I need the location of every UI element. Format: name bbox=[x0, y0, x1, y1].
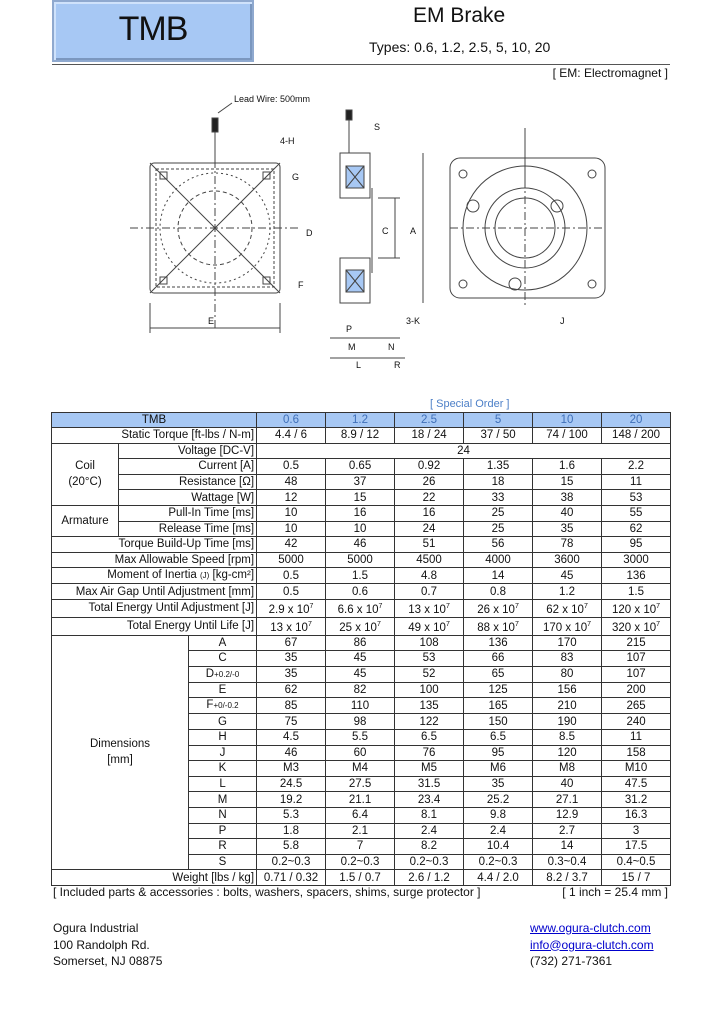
special-order-note: [ Special Order ] bbox=[430, 398, 510, 410]
table-row: F+0/-0.2 85 110 135 165 210 265 bbox=[52, 698, 671, 714]
table-row: S 0.2~0.3 0.2~0.3 0.2~0.3 0.2~0.3 0.3~0.4 0.4~0.5 bbox=[52, 854, 671, 870]
table-row: H 4.5 5.5 6.5 6.5 8.5 11 bbox=[52, 729, 671, 745]
svg-text:N: N bbox=[388, 342, 395, 352]
dimension-label: S bbox=[189, 854, 257, 870]
table-row: Release Time [ms] 10 10 24 25 35 62 bbox=[52, 521, 671, 537]
svg-text:P: P bbox=[346, 324, 353, 334]
logo-text: TMB bbox=[118, 10, 188, 48]
dimension-label: K bbox=[189, 761, 257, 777]
dimension-label: E bbox=[189, 682, 257, 698]
website-link[interactable]: www.ogura-clutch.com bbox=[530, 921, 651, 935]
dimension-label: J bbox=[189, 745, 257, 761]
company-address bbox=[53, 920, 162, 970]
svg-text:J: J bbox=[560, 316, 565, 326]
table-row: D+0.2/-0 35 45 52 65 80 107 bbox=[52, 666, 671, 682]
model-20: 20 bbox=[602, 413, 671, 428]
dimension-label: D+0.2/-0 bbox=[189, 666, 257, 682]
street: 100 Randolph Rd. bbox=[53, 937, 150, 952]
dimensions-body bbox=[52, 635, 671, 870]
table-row: G 75 98 122 150 190 240 bbox=[52, 714, 671, 730]
table-row: K M3 M4 M5 M6 M8 M10 bbox=[52, 761, 671, 777]
dimension-label: C bbox=[189, 651, 257, 667]
coil-group: Coil (20°C) bbox=[52, 443, 119, 505]
dimension-label: G bbox=[189, 714, 257, 730]
table-row: Torque Build-Up Time [ms] 42 46 51 56 78 95 bbox=[52, 537, 671, 553]
company-name: Ogura Industrial bbox=[53, 921, 139, 935]
svg-text:G: G bbox=[292, 172, 300, 182]
model-10: 10 bbox=[533, 413, 602, 428]
table-row: Weight [lbs / kg] 0.71 / 0.32 1.5 / 0.7 2.6 / 1.2 4.4 / 2.0 8.2 / 3.7 15 / 7 bbox=[52, 870, 671, 886]
table-row: L 24.5 27.5 31.5 35 40 47.5 bbox=[52, 776, 671, 792]
svg-text:R: R bbox=[394, 360, 401, 370]
svg-text:D: D bbox=[306, 228, 313, 238]
dimension-label: P bbox=[189, 823, 257, 839]
table-row: Current [A] 0.5 0.65 0.92 1.35 1.6 2.2 bbox=[52, 459, 671, 475]
table-row: Max Allowable Speed [rpm] 5000 5000 4500 4000 3600 3000 bbox=[52, 552, 671, 568]
table-row: Wattage [W] 12 15 22 33 38 53 bbox=[52, 490, 671, 506]
model-5: 5 bbox=[464, 413, 533, 428]
table-row: Static Torque [ft-lbs / N-m] 4.4 / 6 8.9 / 12 18 / 24 37 / 50 74 / 100 148 / 200 bbox=[52, 428, 671, 444]
table-row: M 19.2 21.1 23.4 25.2 27.1 31.2 bbox=[52, 792, 671, 808]
table-row: C 35 45 53 66 83 107 bbox=[52, 651, 671, 667]
dimension-label: A bbox=[189, 635, 257, 651]
dimension-label: R bbox=[189, 839, 257, 855]
dimensions-group: Dimensions [mm] bbox=[52, 635, 189, 870]
svg-text:3-K: 3-K bbox=[406, 316, 421, 326]
table-row: Coil (20°C) Voltage [DC-V] 24 bbox=[52, 443, 671, 459]
svg-text:C: C bbox=[382, 226, 389, 236]
header-label: TMB bbox=[52, 413, 257, 428]
table-row: Max Air Gap Until Adjustment [mm] 0.5 0.6 0.7 0.8 1.2 1.5 bbox=[52, 584, 671, 600]
armature-group: Armature bbox=[52, 505, 119, 536]
table-header-row bbox=[52, 413, 671, 428]
table-row: Moment of Inertia (J) [kg-cm²] 0.5 1.5 4.8 14 45 136 bbox=[52, 568, 671, 584]
model-1-2: 1.2 bbox=[326, 413, 395, 428]
lead-wire-label: Lead Wire: 500mm bbox=[234, 94, 311, 104]
model-2-5: 2.5 bbox=[395, 413, 464, 428]
model-0-6: 0.6 bbox=[257, 413, 326, 428]
inch-conversion-note: [ 1 inch = 25.4 mm ] bbox=[562, 885, 668, 899]
table-row: N 5.3 6.4 8.1 9.8 12.9 16.3 bbox=[52, 807, 671, 823]
spec-table bbox=[51, 412, 671, 886]
svg-text:F: F bbox=[298, 280, 304, 290]
city: Somerset, NJ 08875 bbox=[53, 954, 163, 968]
dimension-label: M bbox=[189, 792, 257, 808]
contact-info bbox=[530, 920, 654, 970]
page-title: EM Brake bbox=[413, 4, 506, 27]
dimension-label: N bbox=[189, 807, 257, 823]
technical-drawing bbox=[120, 88, 620, 378]
dimension-label: H bbox=[189, 729, 257, 745]
table-row: J 46 60 76 95 120 158 bbox=[52, 745, 671, 761]
svg-text:E: E bbox=[208, 316, 215, 326]
email-link[interactable]: info@ogura-clutch.com bbox=[530, 937, 654, 952]
table-row: Resistance [Ω] 48 37 26 18 15 11 bbox=[52, 474, 671, 490]
header-divider bbox=[52, 64, 670, 65]
phone: (732) 271-7361 bbox=[530, 954, 613, 968]
table-row: Armature Pull-In Time [ms] 10 16 16 25 40 55 bbox=[52, 505, 671, 521]
em-note: [ EM: Electromagnet ] bbox=[552, 66, 668, 80]
table-row: P 1.8 2.1 2.4 2.4 2.7 3 bbox=[52, 823, 671, 839]
dimension-label: F+0/-0.2 bbox=[189, 698, 257, 714]
types-list: Types: 0.6, 1.2, 2.5, 5, 10, 20 bbox=[369, 39, 551, 55]
dimension-label: L bbox=[189, 776, 257, 792]
svg-text:S: S bbox=[374, 122, 381, 132]
table-row: Dimensions [mm] A 67 86 108 136 170 215 bbox=[52, 635, 671, 651]
table-row: R 5.8 7 8.2 10.4 14 17.5 bbox=[52, 839, 671, 855]
svg-text:4-H: 4-H bbox=[280, 136, 295, 146]
svg-text:M: M bbox=[348, 342, 356, 352]
table-row: E 62 82 100 125 156 200 bbox=[52, 682, 671, 698]
included-parts-note: [ Included parts & accessories : bolts, washers, spacers, shims, surge protector ] bbox=[53, 885, 481, 899]
svg-text:A: A bbox=[410, 226, 417, 236]
svg-text:L: L bbox=[356, 360, 362, 370]
product-logo bbox=[52, 0, 254, 62]
table-row: Total Energy Until Life [J] 13 x $10^7$ 25 x $10^7$ 49 x $10^7$ 88 x $10^7$ 170 x $10^7$ 320 x $10^7$ bbox=[52, 617, 671, 635]
table-row: Total Energy Until Adjustment [J] 2.9 x $10^7$ 6.6 x $10^7$ 13 x $10^7$ 26 x $10^7$ 62 x $10^7$ 120 x $10^7$ bbox=[52, 599, 671, 617]
